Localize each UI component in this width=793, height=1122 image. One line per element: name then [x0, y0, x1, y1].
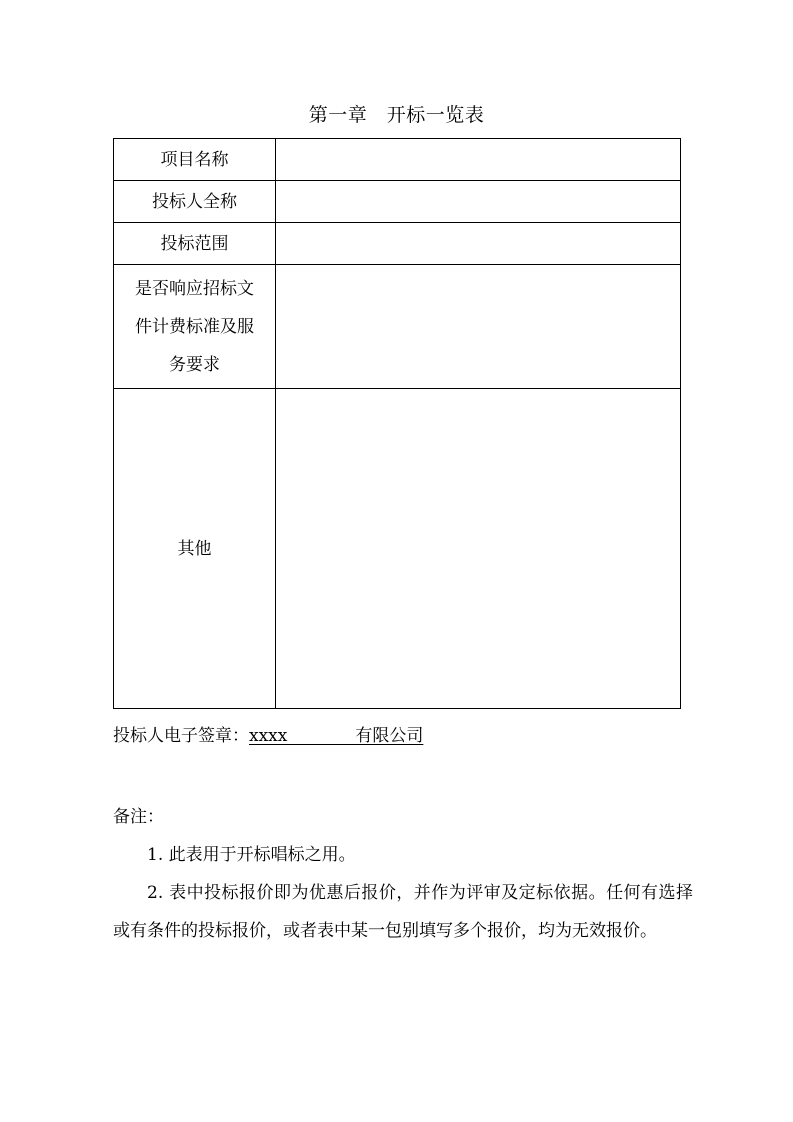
- table-row: [114, 139, 681, 181]
- row-label-compliance-line-1: 是否响应招标文: [135, 278, 254, 299]
- row-label-other: 其他: [114, 389, 276, 709]
- table-row: [114, 181, 681, 223]
- notes-heading: 备注：: [113, 807, 164, 827]
- signature-company-field[interactable]: xxxx 有限公司: [249, 726, 424, 746]
- row-label-bidder-full-name: 投标人全称: [114, 181, 276, 223]
- table-row: [114, 223, 681, 265]
- row-label-bid-scope: 投标范围: [114, 223, 276, 265]
- row-value-other[interactable]: [276, 389, 681, 709]
- row-label-compliance-line-2: 件计费标准及服: [135, 316, 254, 337]
- row-value-bid-scope[interactable]: [276, 223, 681, 265]
- page-title: 第一章 开标一览表: [308, 104, 485, 126]
- notes-section: [113, 798, 693, 950]
- bid-opening-summary-table: [113, 138, 681, 709]
- row-label-compliance-requirement: [114, 265, 276, 389]
- row-label-project-name: 项目名称: [114, 139, 276, 181]
- row-value-project-name[interactable]: [276, 139, 681, 181]
- row-label-compliance-line-3: 务要求: [169, 354, 220, 375]
- signature-line: [113, 722, 423, 750]
- row-value-bidder-full-name[interactable]: [276, 181, 681, 223]
- note-item-1: 1. 此表用于开标唱标之用。: [147, 845, 356, 865]
- table-row: [114, 389, 681, 709]
- table-row: [114, 265, 681, 389]
- signature-label: 投标人电子签章：: [113, 726, 249, 746]
- row-value-compliance-requirement[interactable]: [276, 265, 681, 389]
- note-item-2: 2. 表中投标报价即为优惠后报价，并作为评审及定标依据。任何有选择或有条件的投标报价，或者表中某一包别填写多个报价，均为无效报价。: [113, 883, 693, 941]
